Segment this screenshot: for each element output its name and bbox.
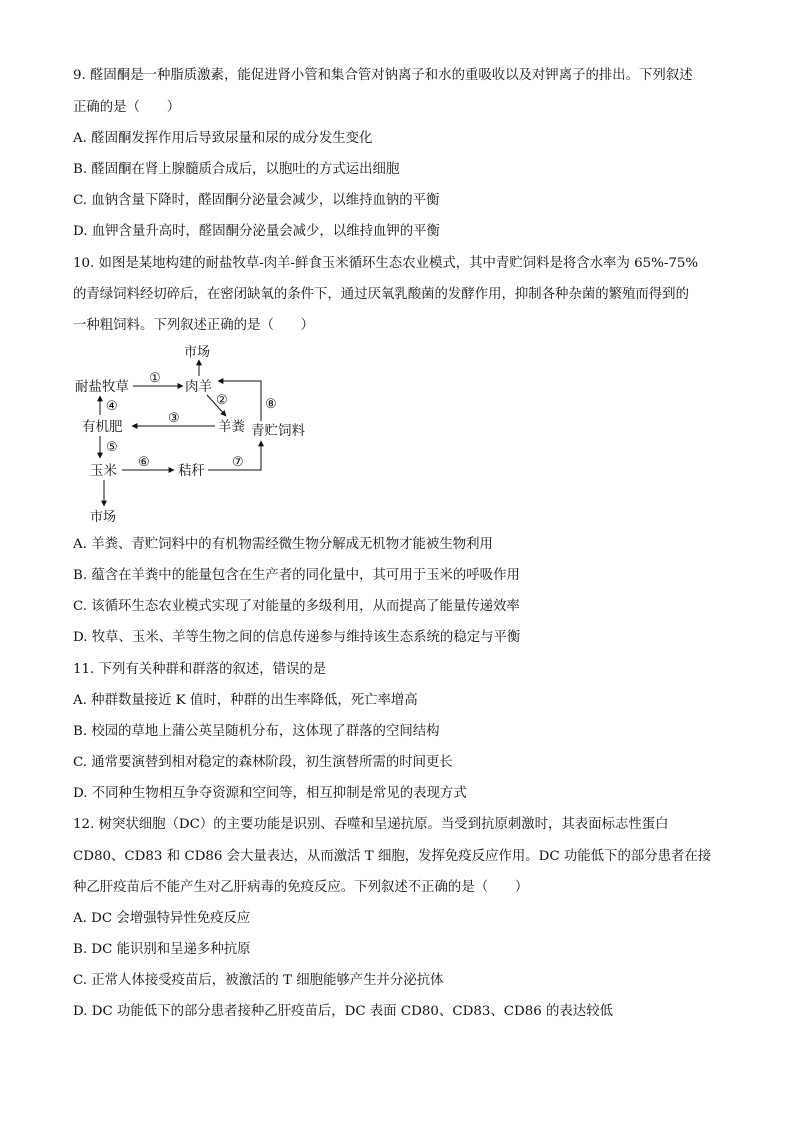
- q11-option-c: C. 通常要演替到相对稳定的森林阶段，初生演替所需的时间更长: [73, 755, 453, 770]
- q12-stem-line3: 种乙肝疫苗后不能产生对乙肝病毒的免疫反应。下列叙述不正确的是（ ）: [73, 880, 529, 895]
- q9-option-c: C. 血钠含量下降时，醛固酮分泌量会减少，以维持血钠的平衡: [73, 193, 440, 208]
- label-5: ⑤: [106, 440, 118, 455]
- q12-option-b: B. DC 能识别和呈递多种抗原: [73, 942, 251, 957]
- q11-option-b: B. 校园的草地上蒲公英呈随机分布，这体现了群落的空间结构: [73, 724, 440, 739]
- q12-option-a: A. DC 会增强特异性免疫反应: [73, 911, 251, 926]
- q9-stem-line2: 正确的是（ ）: [73, 100, 181, 115]
- q10-option-b: B. 蕴含在羊粪中的能量包含在生产者的同化量中，其可用于玉米的呼吸作用: [73, 568, 520, 583]
- q10-option-a: A. 羊粪、青贮饲料中的有机物需经微生物分解成无机物才能被生物利用: [73, 537, 493, 552]
- node-grass: 耐盐牧草: [75, 379, 129, 395]
- q12-stem-line1: 12. 树突状细胞（DC）的主要功能是识别、吞噬和呈递抗原。当受到抗原刺激时，其表面标志性蛋白: [73, 817, 669, 832]
- eco-agriculture-diagram: [60, 338, 320, 530]
- q9-option-a: A. 醛固酮发挥作用后导致尿量和尿的成分发生变化: [73, 131, 373, 146]
- label-2: ②: [216, 393, 228, 408]
- node-manure: 羊粪: [218, 419, 245, 435]
- q10-stem-line1: 10. 如图是某地构建的耐盐牧草-肉羊-鲜食玉米循环生态农业模式，其中青贮饲料是将含水率为 65%-75%: [73, 256, 699, 271]
- node-market-top: 市场: [184, 345, 211, 360]
- q11-option-a: A. 种群数量接近 K 值时，种群的出生率降低，死亡率增高: [73, 693, 418, 708]
- q10-stem-line3: 一种粗饲料。下列叙述正确的是（ ）: [73, 318, 315, 333]
- node-straw: 秸秆: [178, 463, 205, 479]
- node-fertilizer: 有机肥: [82, 419, 123, 435]
- label-4: ④: [106, 399, 118, 414]
- label-3: ③: [168, 411, 180, 426]
- q12-option-c: C. 正常人体接受疫苗后，被激活的 T 细胞能够产生并分泌抗体: [73, 973, 444, 988]
- q9-option-d: D. 血钾含量升高时，醛固酮分泌量会减少，以维持血钾的平衡: [73, 224, 440, 239]
- node-corn: 玉米: [90, 463, 117, 479]
- q10-option-d: D. 牧草、玉米、羊等生物之间的信息传递参与维持该生态系统的稳定与平衡: [73, 630, 521, 645]
- q10-stem-line2: 的青绿饲料经切碎后，在密闭缺氧的条件下，通过厌氧乳酸菌的发酵作用，抑制各种杂菌的繁殖而得到的: [73, 287, 689, 302]
- node-sheep: 肉羊: [185, 379, 212, 395]
- q11-stem: 11. 下列有关种群和群落的叙述，错误的是: [73, 662, 327, 677]
- q11-option-d: D. 不同种生物相互争夺资源和空间等，相互抑制是常见的表现方式: [73, 786, 467, 801]
- label-6: ⑥: [138, 455, 150, 470]
- q9-stem-line1: 9. 醛固酮是一种脂质激素，能促进肾小管和集合管对钠离子和水的重吸收以及对钾离子的排出。下列叙述: [73, 68, 693, 83]
- q10-option-c: C. 该循环生态农业模式实现了对能量的多级利用，从而提高了能量传递效率: [73, 599, 520, 614]
- label-7: ⑦: [232, 455, 244, 470]
- q9-option-b: B. 醛固酮在肾上腺髓质合成后，以胞吐的方式运出细胞: [73, 162, 400, 177]
- label-8: ⑧: [265, 397, 277, 412]
- q12-stem-line2: CD80、CD83 和 CD86 会大量表达，从而激活 T 细胞，发挥免疫反应作用。DC 功能低下的部分患者在接: [73, 849, 712, 864]
- node-silage: 青贮饲料: [251, 423, 305, 439]
- q12-option-d: D. DC 功能低下的部分患者接种乙肝疫苗后，DC 表面 CD80、CD83、CD86 的表达较低: [73, 1004, 613, 1019]
- node-market-bottom: 市场: [90, 510, 117, 525]
- label-1: ①: [149, 371, 161, 386]
